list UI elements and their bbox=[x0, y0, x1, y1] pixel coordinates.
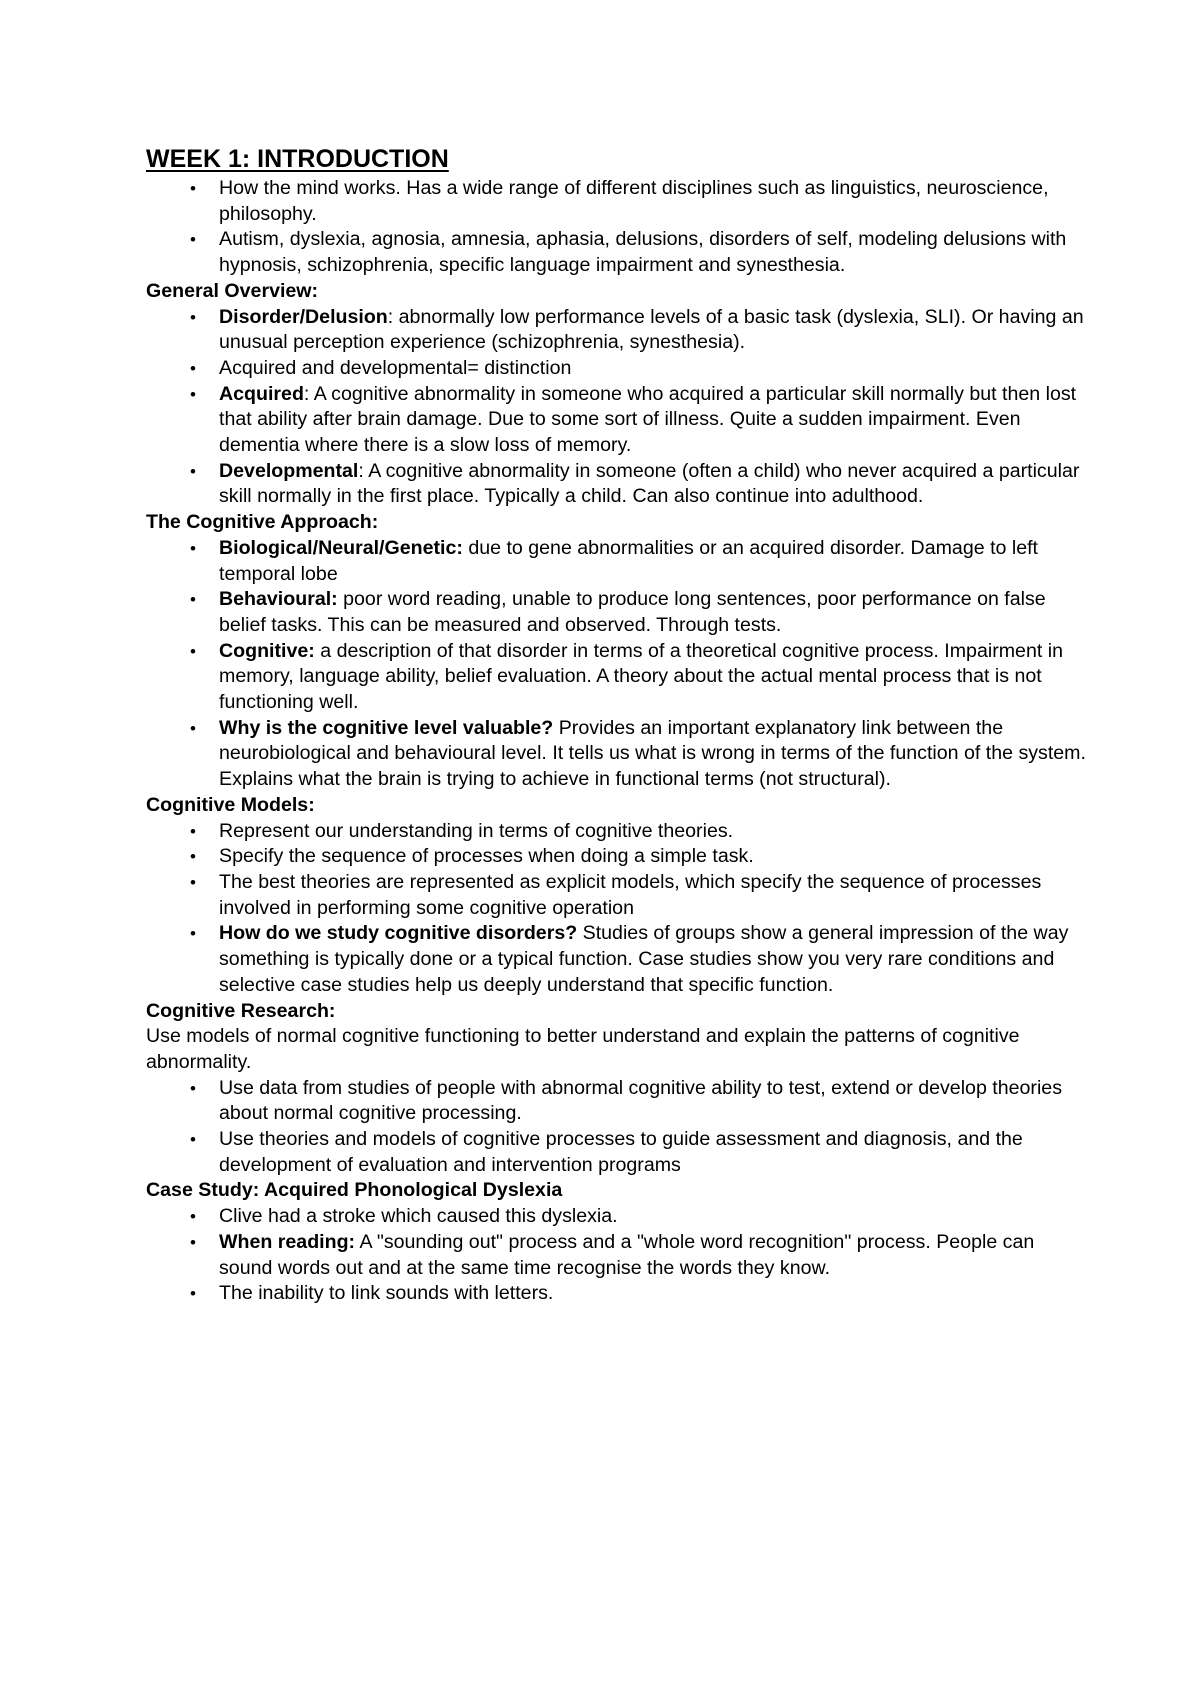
list-item bbox=[146, 305, 1086, 356]
bullet-icon: • bbox=[190, 872, 196, 892]
list-item bbox=[146, 536, 1086, 587]
item-lead: Biological/Neural/Genetic: bbox=[219, 536, 463, 559]
item-lead: Developmental bbox=[219, 459, 359, 482]
list-item bbox=[146, 587, 1086, 638]
section-heading-cognitive-approach: The Cognitive Approach: bbox=[146, 511, 379, 534]
item-text: Autism, dyslexia, agnosia, amnesia, aphasia, delusions, disorders of self, modeling delusions with hypnosis, schizophrenia, specific language impairment and synesthesia. bbox=[219, 228, 1067, 277]
section-heading-cognitive-models: Cognitive Models: bbox=[146, 793, 315, 816]
item-text: The best theories are represented as explicit models, which specify the sequence of processes involved in performing some cognitive operation bbox=[219, 870, 1042, 919]
list-item bbox=[146, 356, 1086, 382]
bullet-icon: • bbox=[190, 1130, 196, 1150]
bullet-icon: • bbox=[190, 924, 196, 944]
page-title: WEEK 1: INTRODUCTION bbox=[146, 145, 449, 173]
general-overview-list bbox=[146, 305, 1086, 511]
cognitive-approach-list bbox=[146, 536, 1086, 793]
bullet-icon: • bbox=[190, 1207, 196, 1227]
list-item bbox=[146, 1281, 1086, 1307]
list-item bbox=[146, 716, 1086, 793]
item-text: Studies of groups show a general impression of the way something is typically done or a typical function. Case studies show you very rare conditions and selective case studies help us deeply understand that specific function. bbox=[219, 922, 1069, 996]
list-item bbox=[146, 459, 1086, 510]
item-lead: When reading: bbox=[219, 1230, 356, 1253]
bullet-icon: • bbox=[190, 1078, 196, 1098]
item-text: The inability to link sounds with letters. bbox=[219, 1282, 554, 1305]
bullet-icon: • bbox=[190, 358, 196, 378]
list-item bbox=[146, 1230, 1086, 1281]
bullet-icon: • bbox=[190, 538, 196, 558]
item-text: How the mind works. Has a wide range of different disciplines such as linguistics, neuroscience, philosophy. bbox=[219, 177, 1049, 225]
list-item bbox=[146, 227, 1086, 278]
cognitive-research-list bbox=[146, 1076, 1086, 1179]
section-heading-case-study: Case Study: Acquired Phonological Dyslexia bbox=[146, 1179, 563, 1202]
list-item bbox=[146, 819, 1086, 845]
bullet-icon: • bbox=[190, 461, 196, 481]
item-lead: Disorder/Delusion bbox=[219, 305, 388, 328]
cognitive-models-list bbox=[146, 819, 1086, 999]
item-text: a description of that disorder in terms of a theoretical cognitive process. Impairment in memory, language ability, belief evaluation. A theory about the actual mental process that is not functioning well. bbox=[219, 639, 1063, 714]
bullet-icon: • bbox=[190, 718, 196, 738]
cognitive-research-paragraph: Use models of normal cognitive functioning to better understand and explain the patterns of cognitive abnormality. bbox=[146, 1025, 1020, 1073]
item-text: Represent our understanding in terms of cognitive theories. bbox=[219, 819, 734, 842]
item-lead: Cognitive: bbox=[219, 639, 315, 662]
bullet-icon: • bbox=[190, 1232, 196, 1252]
section-heading-general-overview: General Overview: bbox=[146, 279, 319, 302]
bullet-icon: • bbox=[190, 847, 196, 867]
case-study-list bbox=[146, 1204, 1086, 1307]
bullet-icon: • bbox=[190, 1284, 196, 1304]
list-item bbox=[146, 1076, 1086, 1127]
bullet-icon: • bbox=[190, 384, 196, 404]
item-lead: Why is the cognitive level valuable? bbox=[219, 716, 554, 739]
item-text: Use theories and models of cognitive processes to guide assessment and diagnosis, and the development of evaluation and intervention programs bbox=[219, 1128, 1023, 1176]
bullet-icon: • bbox=[190, 179, 196, 198]
section-heading-cognitive-research: Cognitive Research: bbox=[146, 999, 336, 1022]
list-item bbox=[146, 176, 1086, 227]
item-text: Use data from studies of people with abnormal cognitive ability to test, extend or develop theories about normal cognitive processing. bbox=[219, 1076, 1063, 1125]
item-text: : A cognitive abnormality in someone (often a child) who never acquired a particular skill normally in the first place. Typically a child. Can also continue into adulthood. bbox=[219, 459, 1080, 508]
list-item bbox=[146, 921, 1086, 998]
bullet-icon: • bbox=[190, 307, 196, 327]
bullet-icon: • bbox=[190, 230, 196, 250]
item-lead: Behavioural: bbox=[219, 588, 338, 611]
list-item bbox=[146, 639, 1086, 716]
item-text: Acquired and developmental= distinction bbox=[219, 356, 572, 379]
item-text: : A cognitive abnormality in someone who acquired a particular skill normally but then lost that ability after brain damage. Due to some sort of illness. Quite a sudden impairment. Even dementia where there is a slow loss of memory. bbox=[219, 382, 1077, 457]
list-item bbox=[146, 844, 1086, 870]
list-item bbox=[146, 1204, 1086, 1230]
list-item bbox=[146, 1127, 1086, 1178]
item-text: poor word reading, unable to produce long sentences, poor performance on false belief tasks. This can be measured and observed. Through tests. bbox=[219, 588, 1046, 636]
item-text: Provides an important explanatory link between the neurobiological and behavioural level. It tells us what is wrong in terms of the function of the system. Explains what the brain is trying to achieve in functional terms (not structural). bbox=[219, 716, 1086, 791]
document-page bbox=[146, 144, 1086, 1307]
item-text: A "sounding out" process and a "whole word recognition" process. People can sound words out and at the same time recognise the words they know. bbox=[219, 1230, 1035, 1279]
item-lead: Acquired bbox=[219, 382, 304, 405]
bullet-icon: • bbox=[190, 641, 196, 661]
intro-list bbox=[146, 176, 1086, 279]
list-item bbox=[146, 382, 1086, 459]
item-text: : abnormally low performance levels of a basic task (dyslexia, SLI). Or having an unusual perception experience (schizophrenia, synesthesia). bbox=[219, 305, 1084, 354]
bullet-icon: • bbox=[190, 821, 196, 841]
item-text: due to gene abnormalities or an acquired disorder. Damage to left temporal lobe bbox=[219, 536, 1038, 585]
bullet-icon: • bbox=[190, 590, 196, 610]
item-text: Clive had a stroke which caused this dyslexia. bbox=[219, 1205, 618, 1228]
item-text: Specify the sequence of processes when doing a simple task. bbox=[219, 845, 754, 868]
item-lead: How do we study cognitive disorders? bbox=[219, 922, 578, 945]
list-item bbox=[146, 870, 1086, 921]
